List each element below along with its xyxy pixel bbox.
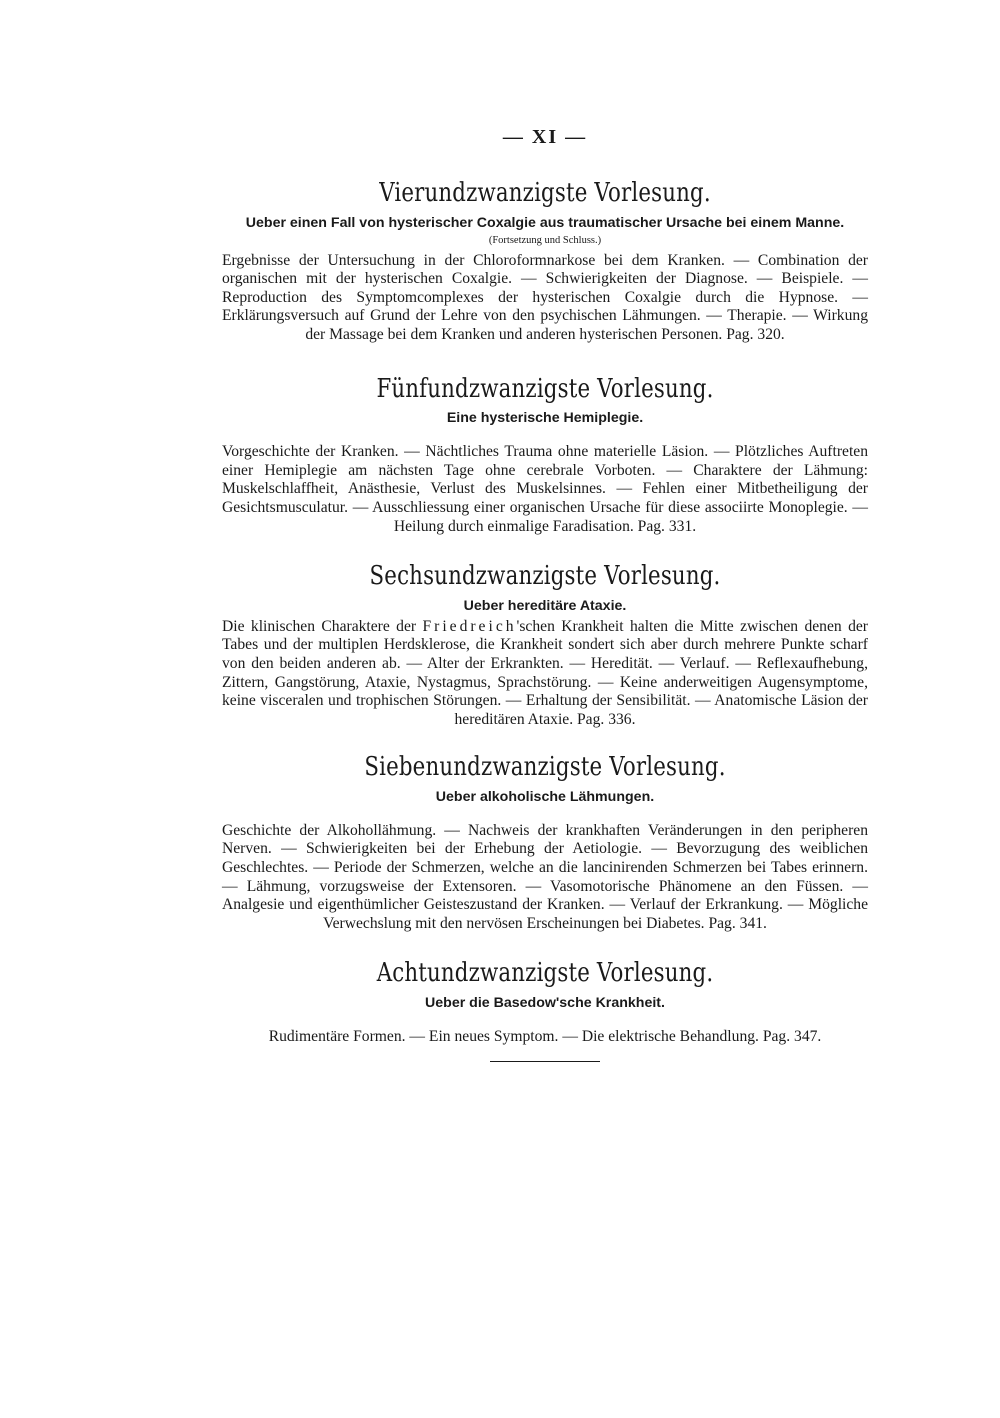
section-spacer (222, 933, 868, 959)
lecture-title: Siebenundzwanzigste Vorlesung. (364, 752, 726, 783)
lecture-title: Fünfundzwanzigste Vorlesung. (376, 373, 714, 404)
author-name: Friedreich (422, 617, 517, 635)
lecture-title: Achtundzwanzigste Vorlesung. (376, 958, 714, 989)
lecture-summary: Geschichte der Alkohollähmung. — Nachweis der krankhaften Veränderungen in den peripheren Nerven. — Schwierigkeiten bei der Erhebung der Aetiologie. — Bevorzugung des weiblichen Geschlechtes. — Periode der Schmerzen, welche an die lancinirenden Schmerzen bei Tabes erinnern. — Lähmung, vorzugsweise der Extensoren. — Vasomotorische Phänomene an den Füssen. — Analgesie und eigenthümlicher Geisteszustand der Kranken. — Verlauf der Erkrankung. — Mögliche Verwechslung mit den nervösen Erscheinungen bei Diabetes. Pag. 341. (222, 821, 868, 932)
lecture-title: Vierundzwanzigste Vorlesung. (379, 178, 711, 208)
page-number: — XI — (502, 126, 588, 148)
lecture-26 (222, 562, 868, 729)
summary-prefix: Die klinischen Charaktere der (222, 617, 423, 635)
lecture-subtitle: Ueber einen Fall von hysterischer Coxalgie aus traumatischer Ursache bei einem Manne. (245, 214, 845, 231)
lecture-27 (222, 753, 868, 933)
end-rule (490, 1061, 600, 1062)
section-spacer (222, 536, 868, 562)
document-page (222, 126, 868, 1062)
lecture-subtitle: Ueber die Basedow'sche Krankheit. (425, 995, 665, 1012)
lecture-title: Sechsundzwanzigste Vorlesung. (369, 561, 721, 592)
lecture-summary: Vorgeschichte der Kranken. — Nächtliches Trauma ohne materielle Läsion. — Plötzliches Auftreten einer Hemiplegie am nächsten Tage ohne cerebrale Vorboten. — Charaktere der Lähmung: Muskelschlaffheit, Anästhesie, Verlust des Muskelsinnes. — Fehlen einer Mitbetheiligung der Gesichtsmusculatur. — Ausschliessung einer organischen Ursache für diese associirte Monoplegie. — Heilung durch einmalige Faradisation. Pag. 331. (222, 443, 868, 535)
section-spacer (222, 729, 868, 753)
lecture-24 (222, 179, 868, 345)
lecture-25 (222, 375, 868, 537)
lecture-summary: Ergebnisse der Untersuchung in der Chloroformnarkose bei dem Kranken. — Combination der organischen mit der hysterischen Coxalgie. — Schwierigkeiten der Diagnose. — Beispiele. — Reproduction des Symptomcomplexes der hysterischen Coxalgie durch die Hypnose. — Erklärungsversuch auf Grund der Lehre von den psychischen Lähmungen. — Therapie. — Wirkung der Massage bei dem Kranken und anderen hysterischen Personen. Pag. 320. (222, 251, 868, 343)
lecture-28 (222, 959, 868, 1046)
lecture-note: (Fortsetzung und Schluss.) (488, 234, 602, 246)
lecture-summary (222, 618, 868, 730)
section-spacer (222, 345, 868, 375)
summary-text: 'schen Krankheit halten die Mitte zwischen denen der Tabes und der multiplen Herdsklerose, die Krankheit sondert sich aber durch mehrere Punkte scharf von den beiden anderen ab. — Alter der Erkrankten. — Heredität. — Verlauf. — Reflexaufhebung, Zittern, Gangstörung, Ataxie, Nystagmus, Sprachstörung. — Keine anderweitigen Augensymptome, keine visceralen und trophischen Störungen. — Erhaltung der Sensibilität. — Anatomische Läsion der hereditären Ataxie. Pag. 336. (222, 617, 868, 728)
lecture-subtitle: Ueber hereditäre Ataxie. (463, 597, 627, 614)
lecture-summary: Rudimentäre Formen. — Ein neues Symptom. — Die elektrische Behandlung. Pag. 347. (268, 1028, 822, 1046)
lecture-subtitle: Eine hysterische Hemiplegie. (446, 410, 644, 427)
lecture-subtitle: Ueber alkoholische Lähmungen. (435, 788, 655, 805)
